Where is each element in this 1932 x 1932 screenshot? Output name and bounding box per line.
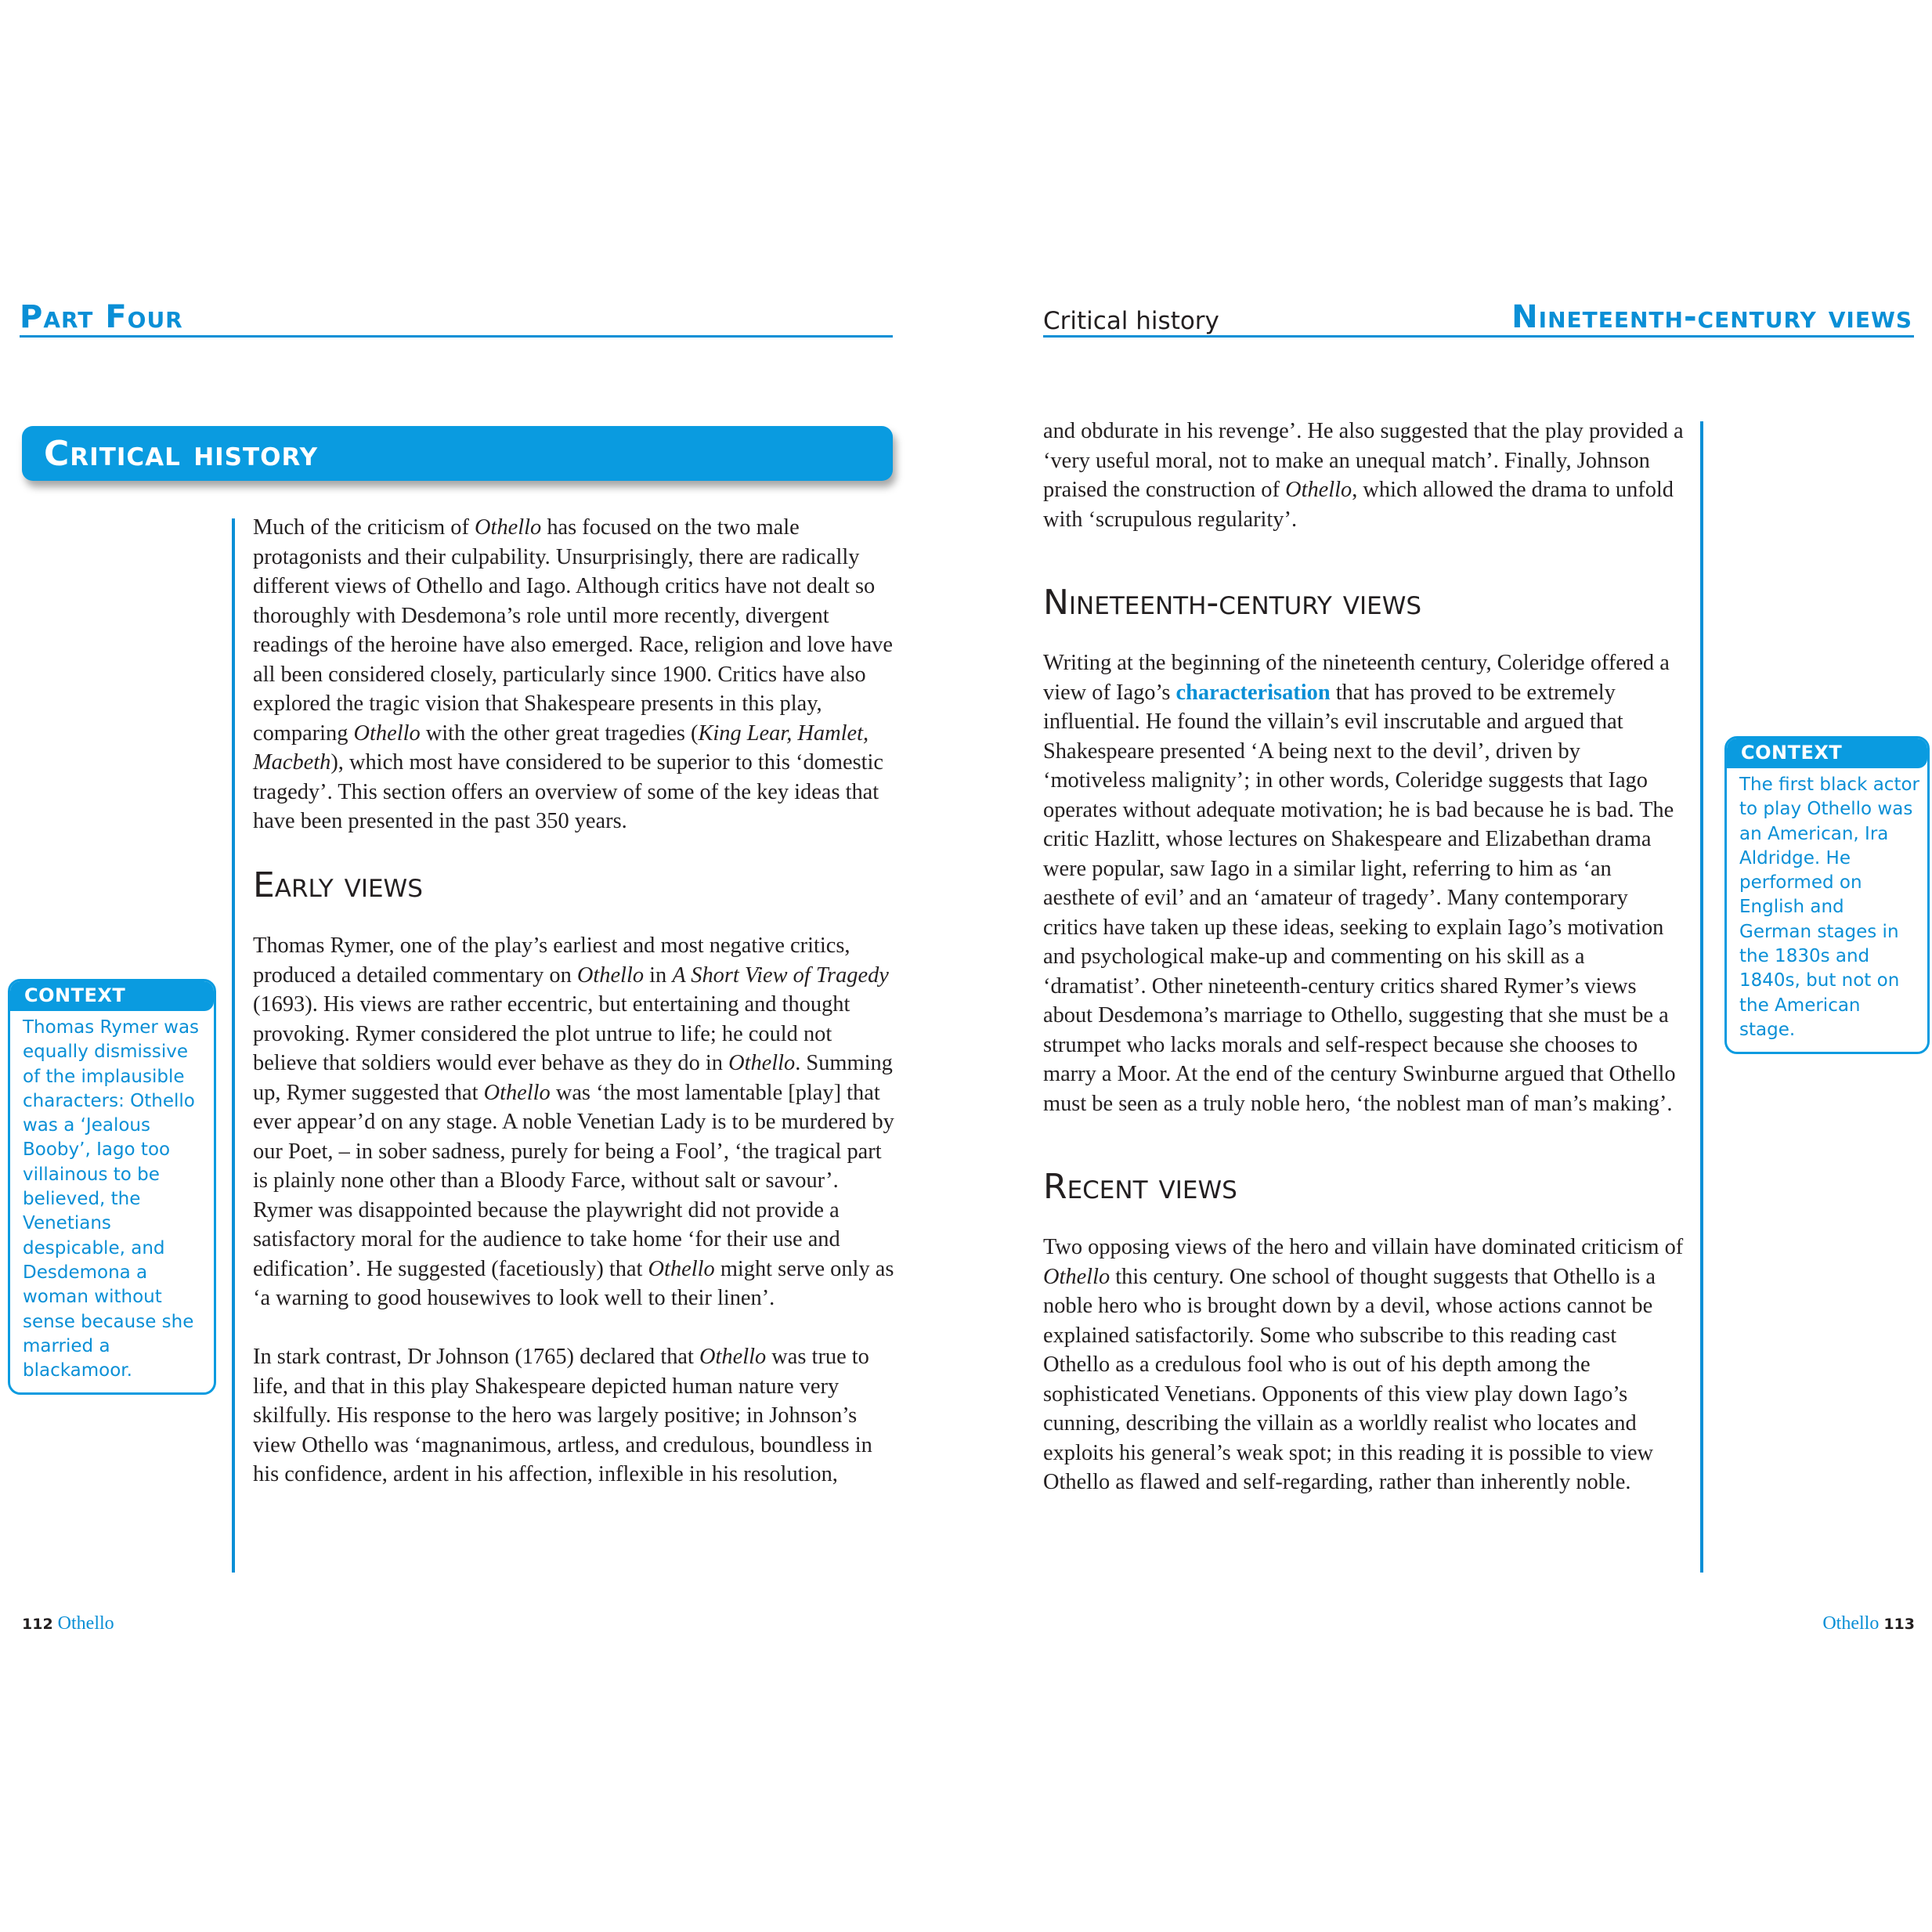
context-label: CONTEXT xyxy=(10,981,214,1011)
footer-book-title: Othello xyxy=(57,1613,114,1634)
header-rule-left xyxy=(20,335,893,338)
right-page-text xyxy=(1043,417,1685,1497)
rymer-paragraph: Thomas Rymer, one of the play’s earliest and most negative critics, produced a detailed commentary on Othello in A Short View of Tragedy (1693). His views are rather eccentric, but entertaining and thought provoking. Rymer considered the plot untrue to life; he could not believe that soldiers would ever behave as they do in Othello. Summing up, Rymer suggested that Othello was ‘the most lamentable [play] that ever appear’d on any stage. A noble Venetian Lady is to be murdered by our Poet, – in sober sadness, purely for being a Fool’, ‘the tragical part is plainly none other than a Bloody Farce, without salt or savour’. Rymer was disappointed because the playwright did not provide a satisfactory moral for the audience to take home ‘for their use and edification’. He suggested (facetiously) that Othello might serve only as ‘a warning to good housewives to look well to their linen’. xyxy=(253,933,894,1310)
key-term-link[interactable]: characterisation xyxy=(1175,680,1331,705)
running-header-section: Nineteenth-century views xyxy=(1511,299,1912,335)
context-box-right xyxy=(1724,736,1930,1054)
nineteenth-century-paragraph: Writing at the beginning of the nineteenth century, Coleridge offered a view of Iago’s characterisation that has proved to be extremely influential. He found the villain’s evil inscrutable and argued that Shakespeare presented ‘A being next to the devil’, driven by ‘motiveless malignity’; in other words, Coleridge suggests that Iago operates without adequate motivation; he is bad because he is bad. The critic Hazlitt, whose lectures on Shakespeare and Elizabethan drama were popular, saw Iago in a similar light, referring to him as ‘an aesthete of evil’ and an ‘amateur of tragedy’. Many contemporary critics have taken up these ideas, seeking to explain Iago’s motivation and psychological make-up and commenting on his skill as a ‘dramatist’. Other nineteenth-century critics shared Rymer’s views about Desdemona’s marriage to Othello, suggesting that she must be a strumpet who lacks morals and self-respect because she chooses to marry a Moor. At the end of the century Swinburne argued that Othello must be seen as a truly noble hero, ‘the noblest man of man’s making’. xyxy=(1043,651,1676,1116)
johnson-continued-paragraph: and obdurate in his revenge’. He also suggested that the play provided a ‘very useful moral, not to make an unequal match’. Finally, Johnson praised the construction of Othello, which allowed the drama to unfold with ‘scrupulous regularity’. xyxy=(1043,419,1684,532)
johnson-paragraph: In stark contrast, Dr Johnson (1765) declared that Othello was true to life, and that in this play Shakespeare depicted human nature very skilfully. His response to the hero was largely positive; in Johnson’s view Othello was ‘magnanimous, artless, and credulous, boundless in his confidence, ardent in his affection, inflexible in his resolution, xyxy=(253,1345,872,1486)
intro-paragraph: Much of the criticism of Othello has focused on the two male protagonists and their culpability. Unsurprisingly, there are radically different views of Othello and Iago. Although critics have not dealt so thoroughly with Desdemona’s role until more recently, divergent readings of the heroine have also emerged. Race, religion and love have all been considered closely, particularly since 1900. Critics have also explored the tragic vision that Shakespeare presents in this play, comparing Othello with the other great tragedies (King Lear, Hamlet, Macbeth), which most have considered to be superior to this ‘domestic tragedy’. This section offers an overview of some of the key ideas that have been presented in the past 350 years. xyxy=(253,515,893,833)
left-column-rule xyxy=(232,518,235,1573)
footer-book-title: Othello xyxy=(1822,1613,1880,1634)
running-header-chapter: Critical history xyxy=(1043,307,1219,335)
chapter-banner xyxy=(22,426,893,481)
page-number: 113 xyxy=(1883,1616,1915,1633)
footer-left xyxy=(22,1613,114,1634)
recent-views-heading: Recent views xyxy=(1043,1167,1237,1207)
context-text: The first black actor to play Othello was an American, Ira Aldridge. He performed on English and German stages in the 1830s and 1840s, but not on the American stage. xyxy=(1739,775,1919,1040)
header-rule-right xyxy=(1043,335,1914,338)
recent-views-paragraph: Two opposing views of the hero and villain have dominated criticism of Othello this century. One school of thought suggests that Othello is a noble hero who is brought down by a devil, whose actions cannot be explained satisfactorily. Some who subscribe to this reading cast Othello as a credulous fool who is out of his depth among the sophisticated Venetians. Opponents of this view play down Iago’s cunning, describing the villain as a worldly realist who locates and exploits his general’s weak spot; in this reading it is possible to view Othello as flawed and self-regarding, rather than inherently noble. xyxy=(1043,1235,1684,1494)
context-box-left xyxy=(8,979,216,1395)
context-text: Thomas Rymer was equally dismissive of the implausible characters: Othello was a ‘Jealous Booby’, Iago too villainous to be believed, the Venetians despicable, and Desdemona a woman without sense because she married a blackamoor. xyxy=(23,1017,200,1381)
early-views-heading: Early views xyxy=(253,865,423,905)
nineteenth-century-heading: Nineteenth-century views xyxy=(1043,583,1422,623)
footer-right xyxy=(1822,1613,1915,1634)
running-header-part: Part Four xyxy=(20,299,183,335)
chapter-title: Critical history xyxy=(44,434,319,474)
context-label: CONTEXT xyxy=(1727,738,1927,768)
left-page-text xyxy=(253,513,895,1490)
page-number: 112 xyxy=(22,1616,53,1633)
right-column-rule xyxy=(1700,421,1703,1573)
